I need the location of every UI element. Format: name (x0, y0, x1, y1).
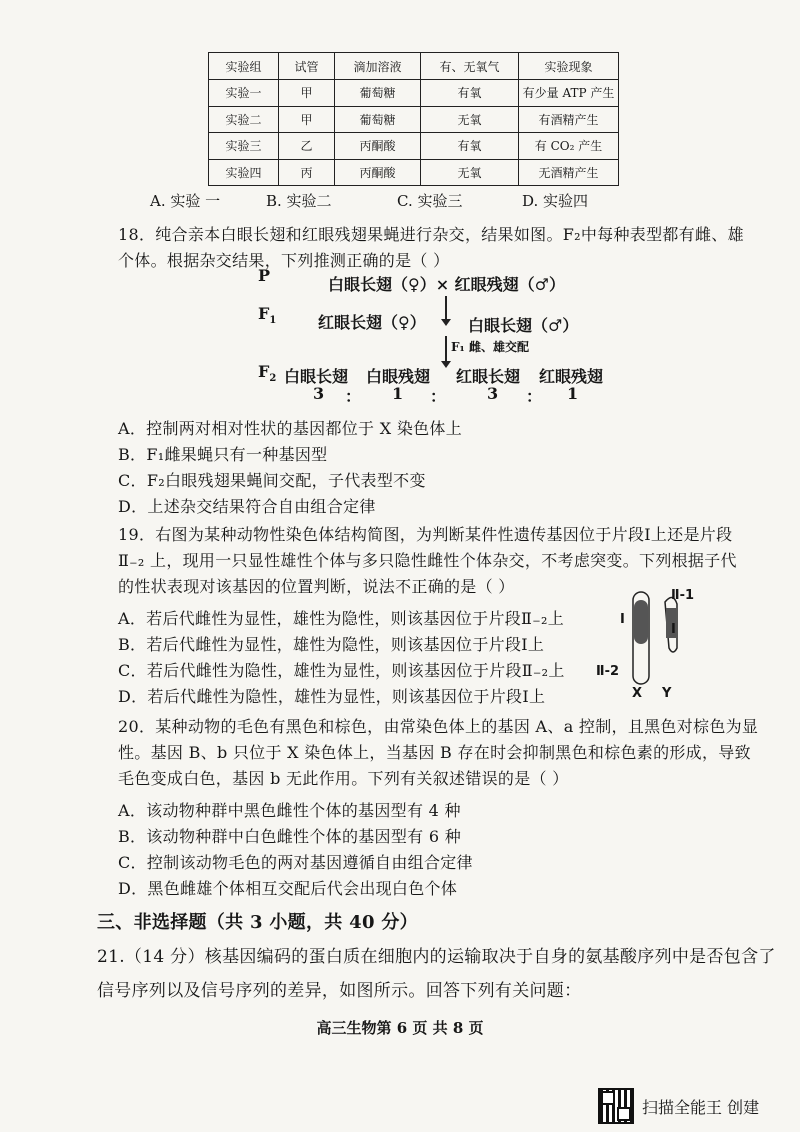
table-header: 有、无氧气 (421, 53, 519, 80)
q20-option-c: C．控制该动物毛色的两对基因遵循自由组合定律 (118, 853, 473, 872)
qr-code-icon (598, 1088, 634, 1124)
table-cell: 实验一 (209, 80, 279, 107)
f2-type: 红眼残翅 (539, 367, 604, 386)
f2-type: 红眼长翅 (456, 367, 521, 386)
q20-option-a: A．该动物种群中黑色雌性个体的基因型有 4 种 (118, 801, 461, 820)
q17-option-c: C. 实验三 (397, 192, 463, 210)
table-header: 实验现象 (519, 53, 619, 80)
q20-option-b: B．该动物种群中白色雌性个体的基因型有 6 种 (118, 827, 462, 846)
f1-label: $F_1$ (258, 304, 277, 327)
label-ii-2: Ⅱ-2 (596, 664, 620, 679)
scanner-text: 扫描全能王 创建 (642, 1097, 760, 1117)
q19-stem-line2: Ⅱ₋₂ 上，现用一只显性雄性个体与多只隐性雌性个体杂交，不考虑突变。下列根据子代 (118, 551, 737, 570)
table-cell: 丙 (279, 159, 335, 186)
table-cell: 丙酮酸 (335, 159, 421, 186)
f1-male: 白眼长翅（♂） (468, 316, 579, 335)
f2-type: 白眼长翅 (284, 367, 349, 386)
table-cell: 有 CO₂ 产生 (519, 133, 619, 160)
table-row (209, 80, 619, 107)
chromosome-drawing (615, 590, 695, 690)
q20-stem-line2: 性。基因 B、b 只位于 X 染色体上，当基因 B 存在时会抑制黑色和棕色素的形成，导致 (118, 743, 751, 762)
p-cross: 白眼长翅（♀）× 红眼残翅（♂） (328, 275, 566, 294)
q18-stem-line2: 个体。根据杂交结果，下列推测正确的是（ ） (118, 251, 450, 270)
q18-option-a: A．控制两对相对性状的基因都位于 X 染色体上 (118, 419, 463, 438)
table-cell: 丙酮酸 (335, 133, 421, 160)
q18-option-c: C．F₂白眼残翅果蝇间交配，子代表型不变 (118, 471, 426, 490)
table-cell: 有氧 (421, 133, 519, 160)
table-cell: 葡萄糖 (335, 106, 421, 133)
experiment-table (208, 52, 619, 186)
q19-option-b: B．若后代雌性为显性，雄性为隐性，则该基因位于片段Ⅰ上 (118, 635, 545, 654)
q19-stem-line1: 19．右图为某种动物性染色体结构简图，为判断某件性遗传基因位于片段Ⅰ上还是片段 (118, 525, 733, 544)
q20-option-d: D．黑色雌雄个体相互交配后代会出现白色个体 (118, 879, 458, 898)
label-i-left: Ⅰ (620, 612, 625, 627)
page-footer: 高三生物第 6 页 共 8 页 (316, 1019, 484, 1037)
q18-stem-line1: 18．纯合亲本白眼长翅和红眼残翅果蝇进行杂交，结果如图。F₂中每种表型都有雌、雄 (118, 225, 744, 244)
arrow-p-to-f1 (445, 296, 447, 320)
q19-option-a: A．若后代雌性为显性，雄性为隐性，则该基因位于片段Ⅱ₋₂上 (118, 609, 564, 628)
table-cell: 甲 (279, 106, 335, 133)
table-header: 实验组 (209, 53, 279, 80)
q17-option-a: A. 实验 一 (150, 192, 221, 210)
table-cell: 有酒精产生 (519, 106, 619, 133)
f2-ratio-sep: ： (345, 387, 362, 406)
f2-ratio: 1 (567, 384, 579, 403)
f2-ratio-sep: ： (430, 387, 447, 406)
f2-ratio-sep: ： (526, 387, 543, 406)
table-cell: 无氧 (421, 159, 519, 186)
table-cell: 乙 (279, 133, 335, 160)
section-title: 三、非选择题（共 3 小题，共 40 分） (97, 912, 418, 933)
q19-stem-line3: 的性状表现对该基因的位置判断，说法不正确的是（ ） (118, 577, 515, 596)
q20-stem-line1: 20．某种动物的毛色有黑色和棕色，由常染色体上的基因 A、a 控制，且黑色对棕色为显 (118, 717, 759, 736)
f2-ratio: 3 (313, 384, 325, 403)
f2-label: $F_2$ (258, 362, 277, 385)
table-cell: 实验二 (209, 106, 279, 133)
q19-option-c: C．若后代雌性为隐性，雄性为显性，则该基因位于片段Ⅱ₋₂上 (118, 661, 565, 680)
table-cell: 无氧 (421, 106, 519, 133)
table-header: 试管 (279, 53, 335, 80)
label-x: X (632, 686, 643, 701)
q17-option-b: B. 实验二 (266, 192, 332, 210)
table-cell: 无酒精产生 (519, 159, 619, 186)
q20-stem-line3: 毛色变成白色，基因 b 无此作用。下列有关叙述错误的是（ ） (118, 769, 569, 788)
p-label: P (258, 266, 271, 285)
table-cell: 实验三 (209, 133, 279, 160)
scanner-watermark (598, 1088, 759, 1124)
q19-option-d: D．若后代雌性为隐性，雄性为显性，则该基因位于片段Ⅰ上 (118, 687, 546, 706)
table-row (209, 133, 619, 160)
q18-option-d: D．上述杂交结果符合自由组合定律 (118, 497, 376, 516)
f1-mating-note: F₁ 雌、雄交配 (451, 340, 529, 354)
label-i-right: Ⅰ (671, 622, 676, 637)
q18-option-b: B．F₁雌果蝇只有一种基因型 (118, 445, 328, 464)
arrow-f1-to-f2 (445, 336, 447, 362)
table-cell: 甲 (279, 80, 335, 107)
q21-stem-line2: 信号序列以及信号序列的差异，如图所示。回答下列有关问题： (97, 981, 582, 1001)
f2-ratio: 3 (487, 384, 499, 403)
label-y: Y (662, 686, 672, 701)
table-cell: 葡萄糖 (335, 80, 421, 107)
table-row (209, 106, 619, 133)
table-row (209, 159, 619, 186)
q21-stem-line1: 21.（14 分）核基因编码的蛋白质在细胞内的运输取决于自身的氨基酸序列中是否包含了 (97, 947, 776, 967)
f1-female: 红眼长翅（♀） (318, 313, 426, 332)
f2-ratio: 1 (392, 384, 404, 403)
f2-type: 白眼残翅 (366, 367, 431, 386)
table-cell: 有氧 (421, 80, 519, 107)
q17-option-d: D. 实验四 (522, 192, 589, 210)
table-cell: 实验四 (209, 159, 279, 186)
table-cell: 有少量 ATP 产生 (519, 80, 619, 107)
label-ii-1: Ⅱ-1 (671, 588, 695, 603)
table-header-row (209, 53, 619, 80)
table-header: 滴加溶液 (335, 53, 421, 80)
